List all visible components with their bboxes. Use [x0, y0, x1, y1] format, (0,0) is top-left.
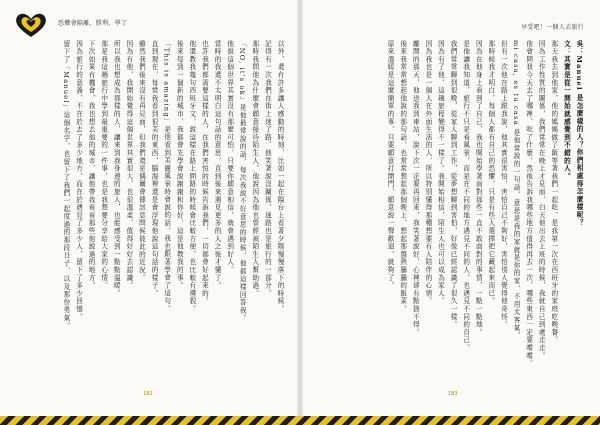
text-line: 因為有他，我開始覺得這個世界其實很大，也很溫柔，值得好好去認識。 [124, 40, 133, 290]
text-line: 文：其實是從一開始就感覺到不錯的人。 [562, 40, 571, 181]
text-line: 直到現在，每當我看到很美的東西，腦海裡還是會浮現他說這句話的樣子。 [150, 40, 159, 298]
page-number-left: 182 [143, 391, 153, 397]
text-line: 後來每到一個新的城市，我都會先學會說謝謝和你好，這是他教我的事。 [175, 40, 184, 290]
text-line: 「This is amazing」是他看到美麗風景時會說的話，我也跟著學會了這句。 [162, 40, 171, 313]
right-running-title: 享受吧！一個人去旅行 [520, 24, 584, 31]
left-page-text [23, 40, 283, 378]
text-line: 雖然我們後來沒有再見面，但我們還是偶爾會傳訊息問候彼此的近況。 [137, 40, 146, 282]
text-line: 離開的那天，他送我到車站，說下次一定要再回來，我笑著說好，心裡卻有點捨不得。 [411, 40, 420, 337]
text-line: 吳：Manuel 是怎麼樣的人？你們相處得怎麼樣呢？ [575, 40, 583, 227]
text-line: 以外，還有許多讓人感動的時刻，比如一起在陽台上看著夕陽慢慢落下的時候。 [276, 40, 284, 313]
text-line: 因為旅行的意義，不在於去了多少地方，而在於遇見了多少人，留下了多少回憶。 [74, 40, 83, 321]
text-line: 因為有了他，這趟旅程變得不一樣了。我開始相信，陌生人也可以成為家人。 [436, 40, 445, 306]
left-running-title: 恐懼會隔離、勝利、學了 [58, 20, 128, 27]
text-line: 當時的我還不太明白這句話的意思，直到後來遇見更多的人之後才懂了。 [213, 40, 222, 290]
text-line: 那是我這趟旅行中學到最重要的一件事，也是我想要分享給大家的心情。 [99, 40, 108, 290]
text-line: 是他讓我知道，旅行不只是看風景，而是在不同的地方遇見不同的人，也遇見不同的自己。 [461, 40, 470, 352]
text-line: 下次如果有機會，我也想去他的城市，讓他帶我看看那些他說過的地方。 [87, 40, 96, 290]
heart-logo-icon [11, 10, 51, 40]
text-line: 留下了「Manuel」這個名字，也留下了我們一起度過的那段日子，以及那份勇氣。 [61, 40, 70, 330]
text-line: 原來溫暖是這麼簡單的事，只要願意打開門，願意說一聲歡迎，就夠了。 [386, 40, 395, 290]
text-line: 他會問我今天去了哪裡、吃了什麼，然後告訴我哪些地方值得再去一次，哪些東西一定要嚐嚐。 [524, 40, 533, 368]
text-line: 他還教我幾句西班牙文，說這樣在路上問路的時候會比較方便，也比較有禮貌。 [187, 40, 196, 313]
text-line: 因為工作性質的關係，我們常常在晚上才見面，白天他出去上班的時候，我就自己到處走走。 [537, 40, 546, 360]
text-line: 但有一次他在路上跟我說，他其實很害怕，害怕自己不夠好，害怕別人覺得他奇怪。 [499, 40, 508, 329]
text-line: 我們常常聊到很晚，從家人聊到工作，從夢想聊到害怕，好像已經認識了很久一樣。 [449, 40, 458, 329]
text-line: 「NO, it's ok」是他最常說的話，每次我說不好意思的時候，他都這樣回答我。 [238, 40, 247, 323]
text-line: 因為在他身上看到了自己，我也開始學著面對那些一直不敢面對的事情，一點一點地。 [474, 40, 483, 337]
text-line: 他說這個世界其實沒有那麼可怕，只要你願意相信，就會遇到好人。 [225, 40, 234, 274]
text-line: mi casa, es tu casa 是他常說的一句話，意思是我的家就是你的家，不用太客氣。 [512, 40, 521, 340]
text-line: 後來我常常想起他說的那句話，也常常想起那個晚上，想起那盤熱騰騰的飯菜。 [398, 40, 407, 313]
text-line: 所以我也想成為那樣的人，讓來到我身邊的旅人，也能感受到一點點溫暖。 [112, 40, 121, 298]
page-number-right: 183 [448, 391, 458, 397]
text-line: 因為我也是一個人在外面生活的人，所以特別懂得那種想要有人陪伴的心情。 [423, 40, 432, 306]
text-line: 也許我們都需要這樣的人，在我們害怕的時候告訴我們，一切都會好起來的。 [200, 40, 209, 306]
text-line: 那天我去到他家，他的媽媽做了飯等著我們一起吃，是我第一次在西班牙的家庭吃晚餐。 [549, 40, 558, 345]
right-page-text [316, 40, 582, 378]
text-line: 那時候我才明白，每個人都有自己的恐懼，只是有些人選擇把它藏起來而已。 [486, 40, 495, 306]
book-gutter [297, 0, 303, 425]
bottom-hazard-stripe [0, 416, 600, 425]
text-line: 記得有一次我們在街上迷了路，他笑著說沒關係，迷路也是旅行的一部分。 [263, 40, 272, 298]
text-line: 那時我問他為什麼會願意接待陌生人，他說因為他也曾經被陌生人幫助過。 [250, 40, 259, 298]
